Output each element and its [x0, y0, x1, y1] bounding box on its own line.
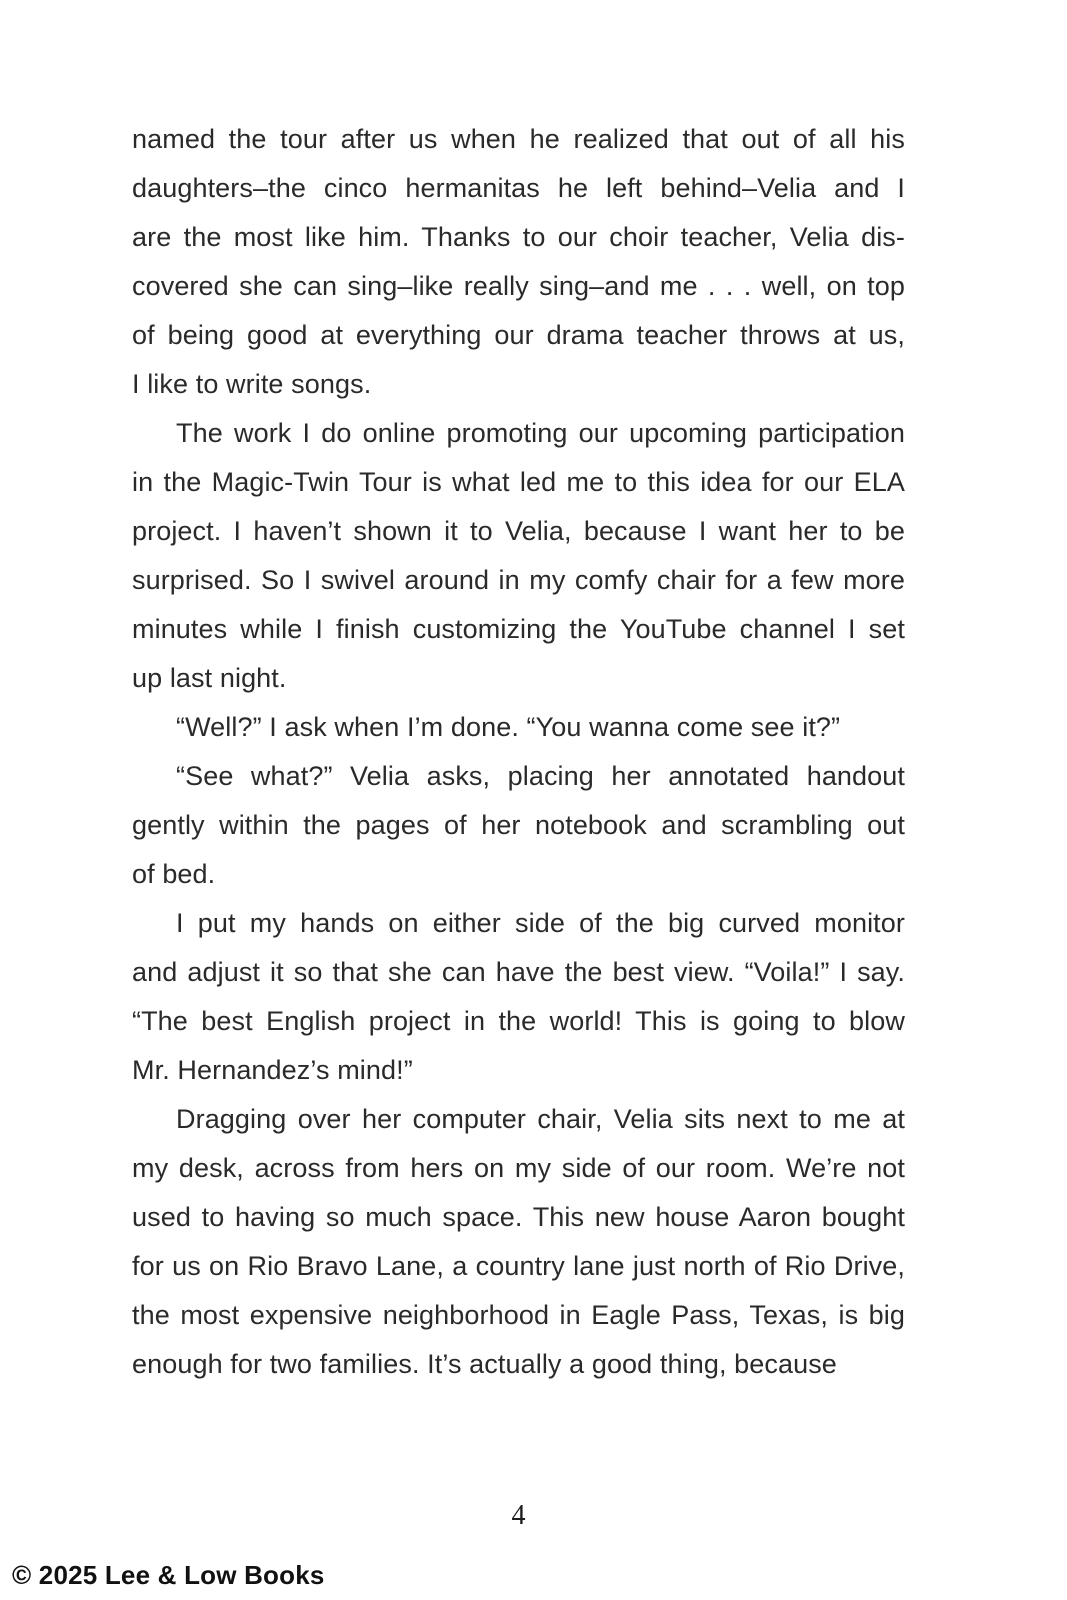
text-line: enough for two families. It’s actually a good thing, because: [132, 1349, 837, 1379]
text-line: project. I haven’t shown it to Velia, because I want her to be: [132, 516, 905, 546]
text-line: in the Magic-Twin Tour is what led me to this idea for our ELA: [132, 467, 905, 497]
paragraph: [132, 899, 905, 1095]
text-line: are the most like him. Thanks to our choir teacher, Velia dis-: [132, 222, 905, 252]
text-line: I put my hands on either side of the big curved monitor: [176, 908, 905, 938]
text-line: up last night.: [132, 663, 287, 693]
text-line: “The best English project in the world! This is going to blow: [132, 1006, 905, 1036]
text-line: Mr. Hernandez’s mind!”: [132, 1055, 413, 1085]
text-line: The work I do online promoting our upcoming participation: [176, 418, 905, 448]
text-line: covered she can sing–like really sing–and me . . . well, on top: [132, 271, 905, 301]
text-line: and adjust it so that she can have the best view. “Voila!” I say.: [132, 957, 905, 987]
paragraph: [132, 703, 905, 752]
text-line: “See what?” Velia asks, placing her annotated handout: [176, 761, 905, 791]
text-line: I like to write songs.: [132, 369, 372, 399]
paragraph: [132, 752, 905, 899]
text-line: named the tour after us when he realized that out of all his: [132, 124, 905, 154]
text-line: for us on Rio Bravo Lane, a country lane just north of Rio Drive,: [132, 1251, 905, 1281]
page-text: [132, 115, 905, 1389]
text-line: “Well?” I ask when I’m done. “You wanna come see it?”: [176, 712, 841, 742]
text-line: used to having so much space. This new house Aaron bought: [132, 1202, 905, 1232]
text-line: my desk, across from hers on my side of our room. We’re not: [132, 1153, 905, 1183]
paragraph: [132, 1095, 905, 1389]
text-line: Dragging over her computer chair, Velia sits next to me at: [176, 1104, 905, 1134]
page-number: 4: [511, 1500, 526, 1531]
text-line: the most expensive neighborhood in Eagle Pass, Texas, is big: [132, 1300, 905, 1330]
text-line: daughters–the cinco hermanitas he left behind–Velia and I: [132, 173, 905, 203]
text-line: minutes while I finish customizing the YouTube channel I set: [132, 614, 905, 644]
paragraph: [132, 115, 905, 409]
text-line: gently within the pages of her notebook and scrambling out: [132, 810, 905, 840]
paragraph: [132, 409, 905, 703]
copyright-notice: © 2025 Lee & Low Books: [12, 1560, 325, 1590]
text-line: of bed.: [132, 859, 216, 889]
text-line: of being good at everything our drama teacher throws at us,: [132, 320, 905, 350]
text-line: surprised. So I swivel around in my comfy chair for a few more: [132, 565, 905, 595]
